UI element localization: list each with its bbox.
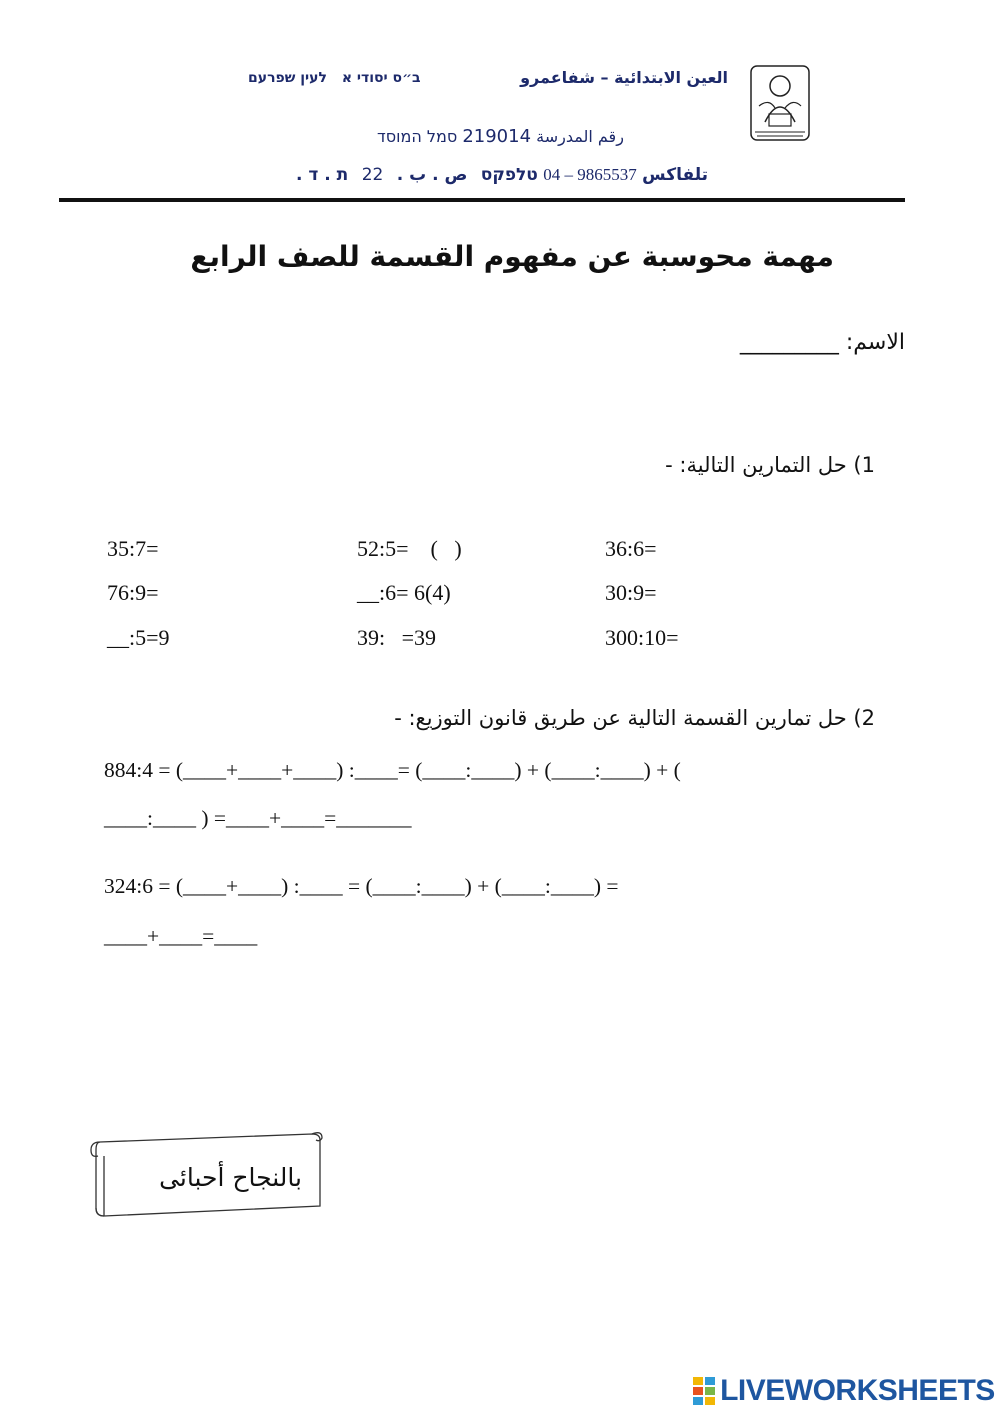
school-logo (745, 62, 815, 144)
exercise-2-1[interactable]: 76:9= (107, 580, 159, 605)
school-number-label: رقم المدرسة (536, 127, 624, 146)
po-box-number: 22 (361, 165, 384, 185)
school-name-hebrew-b: לעין (300, 70, 327, 86)
po-box-arabic: ص . ب . (396, 165, 468, 185)
exercise-3-2[interactable]: 39: =39 (357, 625, 437, 650)
school-name-arabic: العين الابتدائية – شفاعمرو (520, 68, 728, 87)
name-field[interactable]: الاسم: _________ (739, 330, 905, 355)
phone-hebrew: טלפקס (480, 165, 538, 185)
watermark-logo-icon (693, 1377, 715, 1405)
school-number: 219014 (462, 126, 532, 147)
exercise-1-2[interactable]: 52:5= ( ) (357, 536, 462, 561)
school-name-hebrew (248, 70, 421, 86)
school-number-line (377, 126, 624, 147)
exercise-2-3[interactable]: 30:9= (605, 580, 657, 605)
question-2-label: 2) حل تمارين القسمة التالية عن طريق قانون التوزيع: - (394, 706, 875, 730)
distribution-exercise-2-line-2[interactable]: ____+____=____ (104, 924, 258, 948)
exercise-3-1[interactable]: __:5=9 (107, 625, 170, 650)
watermark-text: LIVEWORKSHEETS (720, 1374, 995, 1407)
contact-line (296, 165, 708, 185)
watermark (693, 1374, 995, 1408)
exercise-2-2[interactable]: __:6= 6(4) (357, 580, 451, 605)
distribution-exercise-1-line-1[interactable]: 884:4 = (____+____+____) :____= (____:____) + (____:____) + ( (104, 758, 681, 782)
exercise-1-1[interactable]: 35:7= (107, 536, 159, 561)
distribution-exercise-1-line-2[interactable]: ____:____ ) =____+____=_______ (104, 806, 412, 830)
distribution-exercise-2-line-1[interactable]: 324:6 = (____+____) :____ = (____:____) + (____:____) = (104, 874, 619, 898)
page-title: مهمة محوسبة عن مفهوم القسمة للصف الرابع (190, 240, 834, 273)
exercise-1-3[interactable]: 36:6= (605, 536, 657, 561)
school-number-hebrew: סמל המוסד (377, 127, 458, 146)
school-name-hebrew-a: ב״ס יסודי א (341, 70, 421, 86)
question-1-label: 1) حل التمارين التالية: - (665, 453, 875, 477)
exercise-3-3[interactable]: 300:10= (605, 625, 679, 650)
header-divider (59, 198, 905, 202)
closing-message: بالنجاح أحبائى (159, 1163, 302, 1192)
fax-number: 9865537 – 04 (543, 165, 637, 184)
po-box-hebrew: ת . ד . (296, 165, 349, 185)
fax-label: تلفاكس (642, 165, 709, 185)
school-name-hebrew-c: שפרעם (248, 70, 296, 86)
